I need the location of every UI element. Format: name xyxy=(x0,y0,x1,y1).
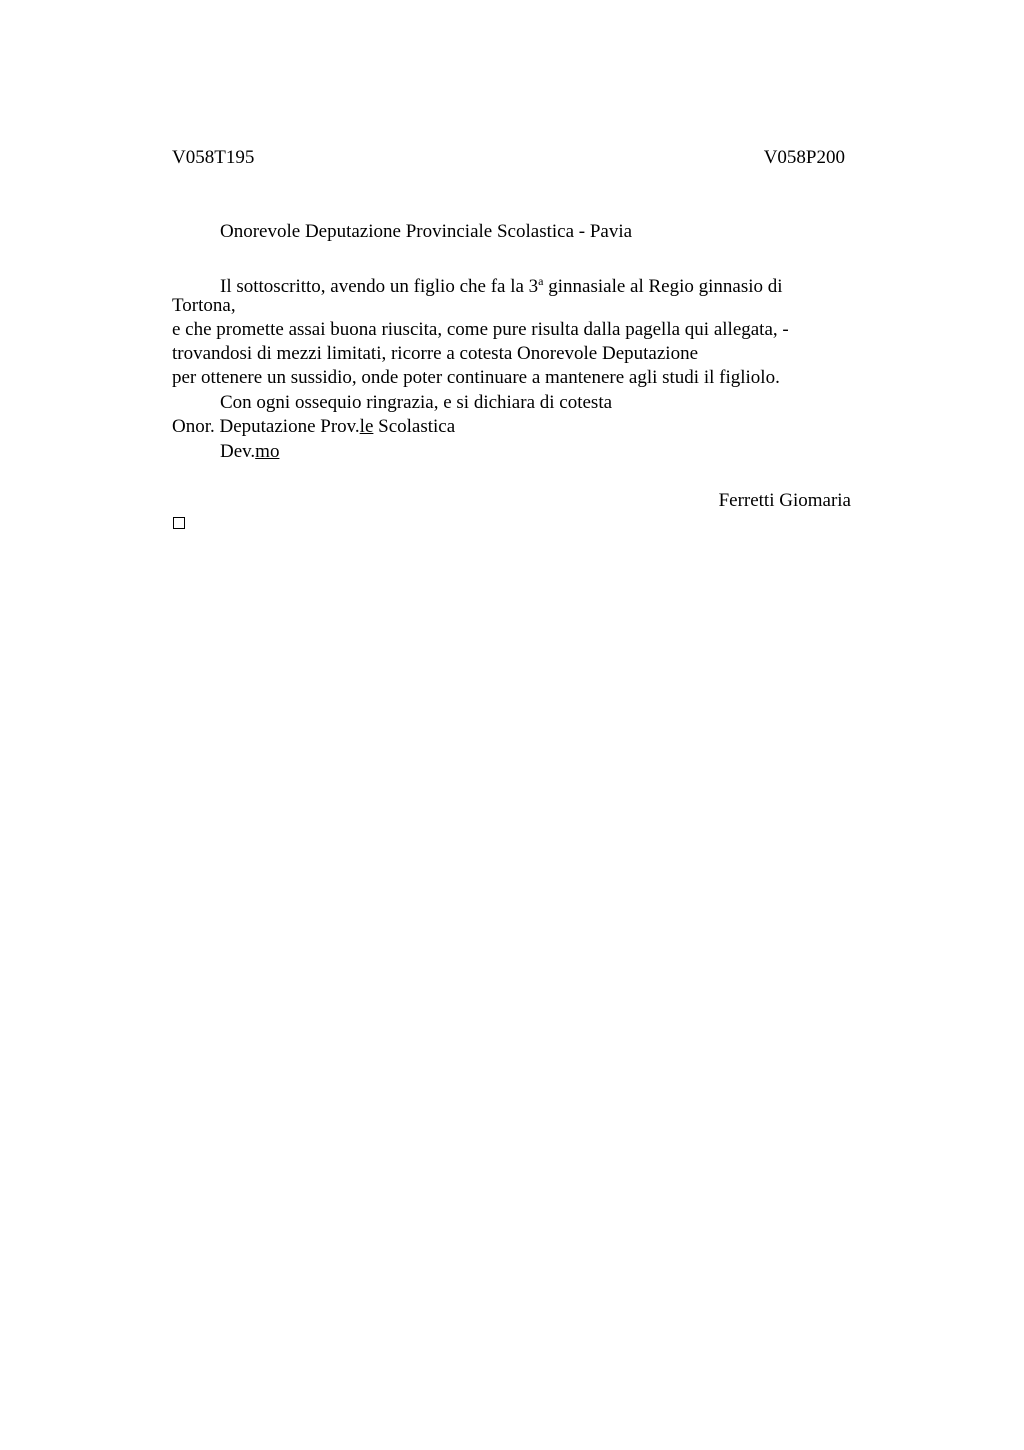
checkbox-icon xyxy=(173,517,185,529)
body-line-4: trovandosi di mezzi limitati, ricorre a cotesta Onorevole Deputazione xyxy=(172,343,698,364)
body-line-5: per ottenere un sussidio, onde poter continuare a mantenere agli studi il figliolo. xyxy=(172,367,780,388)
closing-underlined: mo xyxy=(255,441,280,462)
body-line-6: Con ogni ossequio ringrazia, e si dichiara di cotesta xyxy=(220,392,613,413)
body-line-1 xyxy=(220,269,783,299)
abbreviation-underlined: le xyxy=(359,416,374,437)
body-line-7-end: Scolastica xyxy=(373,416,456,437)
body-line-7-start: Onor. Deputazione Prov. xyxy=(172,416,360,437)
addressee-line: Onorevole Deputazione Provinciale Scolastica - Pavia xyxy=(220,221,633,242)
body-line-7 xyxy=(172,415,455,439)
closing-line xyxy=(220,440,279,464)
closing-start: Dev. xyxy=(220,441,256,462)
reference-code-right: V058P200 xyxy=(763,147,845,168)
body-line-1-start: Il sottoscritto, avendo un figlio che fa la 3 xyxy=(220,276,539,297)
body-line-1-end: ginnasiale al Regio ginnasio di xyxy=(543,276,783,297)
body-line-3: e che promette assai buona riuscita, come pure risulta dalla pagella qui allegata, - xyxy=(172,319,789,340)
reference-code-left: V058T195 xyxy=(172,147,255,168)
signature: Ferretti Giomaria xyxy=(718,490,851,511)
body-line-2: Tortona, xyxy=(172,295,236,316)
ordinal-superscript: a xyxy=(538,274,544,288)
